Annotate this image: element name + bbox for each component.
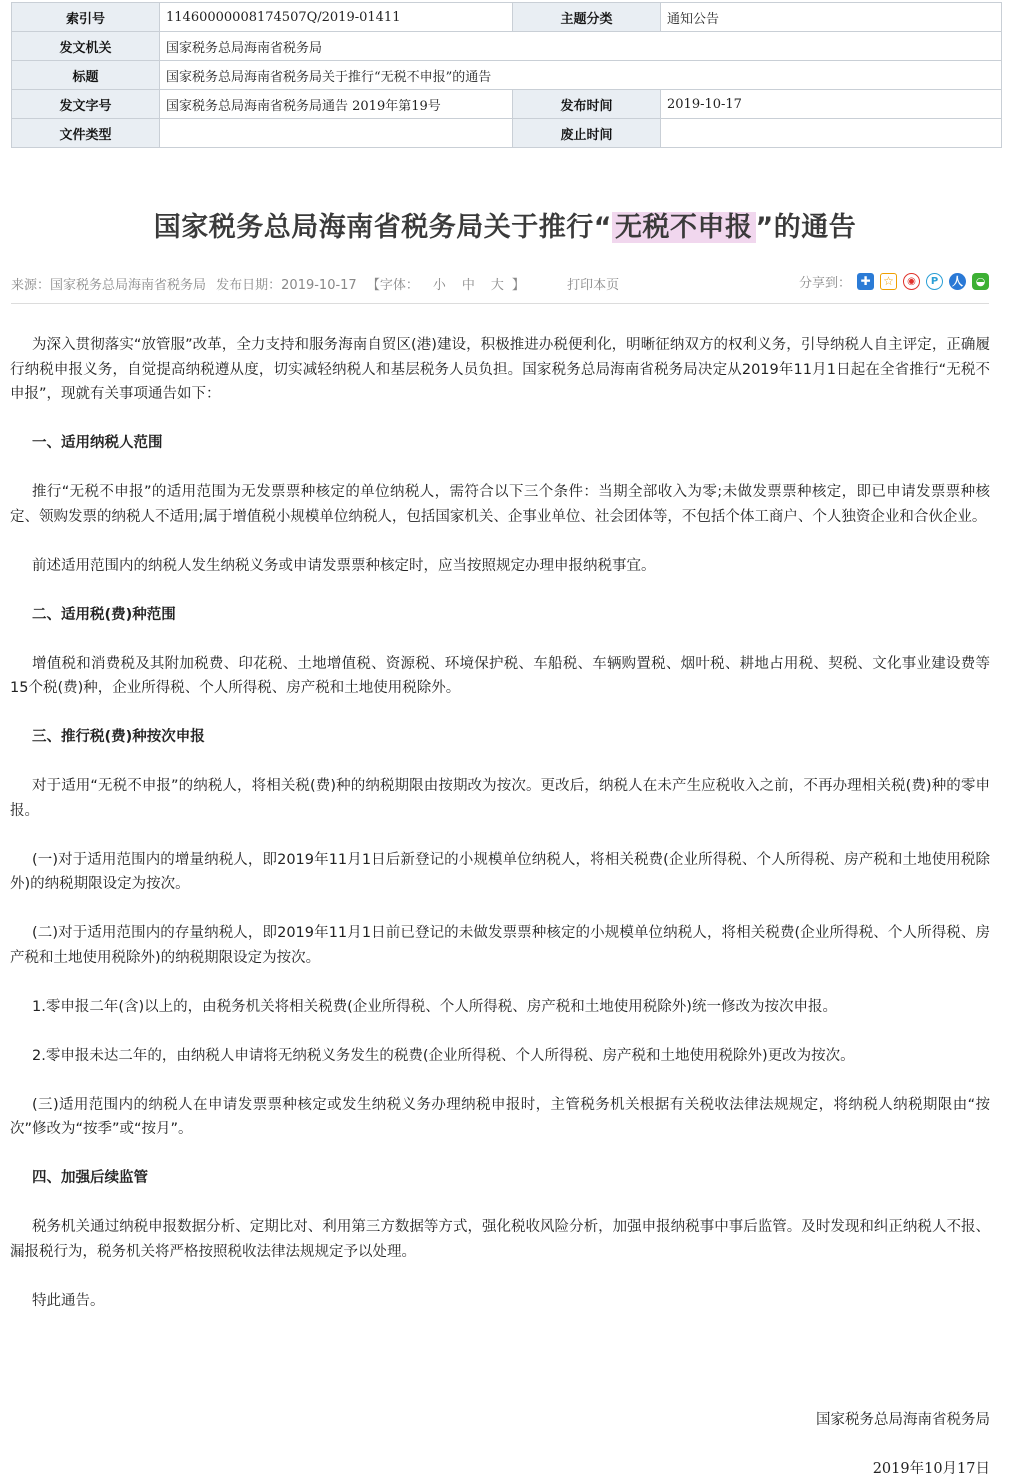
meta-row: [12, 119, 1002, 148]
filetype-label: 文件类型: [12, 119, 160, 148]
share-label: 分享到：: [798, 276, 851, 291]
people-icon[interactable]: 人: [949, 273, 966, 290]
document-meta-table: [11, 2, 1002, 148]
paragraph: 对于适用“无税不申报”的纳税人，将相关税(费)种的纳税期限由按期改为按次。更改后，纳税人在未产生应税收入之前，不再办理相关税(费)种的零申报。: [10, 778, 990, 819]
filetype-value: [160, 119, 513, 148]
index-value: 11460000008174507Q/2019-01411: [160, 3, 513, 32]
wechat-icon[interactable]: ◒: [972, 273, 989, 290]
publish-date: 发布日期：2019-10-17: [216, 278, 357, 293]
meta-row: [12, 90, 1002, 119]
font-medium-link[interactable]: 中: [461, 278, 475, 293]
issuer-label: 发文机关: [12, 32, 160, 61]
meta-row: [12, 3, 1002, 32]
article-body: [10, 333, 990, 1338]
pinterest-icon[interactable]: P: [926, 273, 943, 290]
paragraph: 前述适用范围内的纳税人发生纳税义务或申请发票票种核定时，应当按照规定办理申报纳税事宜。: [32, 557, 656, 574]
qzone-icon[interactable]: ✚: [857, 273, 874, 290]
docno-value: 国家税务总局海南省税务局通告 2019年第19号: [160, 90, 513, 119]
title-label: 标题: [12, 61, 160, 90]
paragraph: (二)对于适用范围内的存量纳税人，即2019年11月1日前已登记的未做发票票种核定的小规模单位纳税人，将相关税费(企业所得税、个人所得税、房产税和土地使用税除外)的纳税期限设定为按次。: [10, 925, 990, 966]
print-page-link[interactable]: 打印本页: [567, 278, 620, 293]
pubtime-value: 2019-10-17: [661, 90, 1002, 119]
font-size-switcher: [367, 278, 531, 293]
paragraph: 税务机关通过纳税申报数据分析、定期比对、利用第三方数据等方式，强化税收风险分析，加强申报纳税事中事后监管。及时发现和纠正纳税人不报、漏报税行为，税务机关将严格按照税收法律法规规定予以处理。: [10, 1219, 990, 1260]
font-size-close: 】: [511, 278, 525, 293]
signature-date: 2019年10月17日: [872, 1461, 990, 1477]
article-info-bar: [11, 270, 989, 304]
paragraph: 特此通告。: [32, 1292, 105, 1309]
source-text: 来源：国家税务总局海南省税务局: [11, 278, 207, 293]
font-large-link[interactable]: 大: [490, 278, 504, 293]
paragraph: (三)适用范围内的纳税人在申请发票票种核定或发生纳税义务办理纳税申报时，主管税务机关根据有关税收法律法规规定，将纳税人纳税期限由“按次”修改为“按季”或“按月”。: [10, 1096, 990, 1137]
index-label: 索引号: [12, 3, 160, 32]
font-size-open: 【字体：: [366, 278, 419, 293]
issuer-value: 国家税务总局海南省税务局: [160, 32, 1002, 61]
expire-label: 废止时间: [513, 119, 661, 148]
meta-row: [12, 61, 1002, 90]
title-value: 国家税务总局海南省税务局关于推行“无税不申报”的通告: [160, 61, 1002, 90]
paragraph: 2.零申报未达二年的，由纳税人申请将无纳税义务发生的税费(企业所得税、个人所得税、房产税和土地使用税除外)更改为按次。: [32, 1047, 855, 1064]
article-title: [0, 205, 1010, 244]
section-heading: 二、适用税(费)种范围: [32, 606, 176, 623]
signature-org: 国家税务总局海南省税务局: [816, 1412, 990, 1428]
topic-value: 通知公告: [661, 3, 1002, 32]
meta-row: [12, 32, 1002, 61]
section-heading: 一、适用纳税人范围: [32, 435, 163, 451]
paragraph: 推行“无税不申报”的适用范围为无发票票种核定的单位纳税人，需符合以下三个条件：当期全部收入为零;未做发票票种核定，即已申请发票票种核定、领购发票的纳税人不适用;属于增值税小规模单位纳税人，包括国家机关、企事业单位、社会团体等，不包括个体工商户、个人独资企业和合伙企业。: [10, 484, 990, 525]
title-highlight: 无税不申报: [612, 212, 756, 243]
pubtime-label: 发布时间: [513, 90, 661, 119]
section-heading: 三、推行税(费)种按次申报: [32, 729, 205, 745]
favorite-star-icon[interactable]: ☆: [880, 273, 897, 290]
title-text-pre: 国家税务总局海南省税务局关于推行“: [153, 212, 612, 243]
weibo-icon[interactable]: ◉: [903, 273, 920, 290]
paragraph: 增值税和消费税及其附加税费、印花税、土地增值税、资源税、环境保护税、车船税、车辆购置税、烟叶税、耕地占用税、契税、文化事业建设费等15个税(费)种，企业所得税、个人所得税、房产税和土地使用税除外。: [10, 655, 990, 696]
docno-label: 发文字号: [12, 90, 160, 119]
paragraph: 1.零申报二年(含)以上的，由税务机关将相关税费(企业所得税、个人所得税、房产税和土地使用税除外)统一修改为按次申报。: [32, 998, 837, 1015]
expire-value: [661, 119, 1002, 148]
title-text-post: ”的通告: [755, 212, 857, 243]
topic-label: 主题分类: [513, 3, 661, 32]
section-heading: 四、加强后续监管: [32, 1170, 148, 1186]
paragraph: (一)对于适用范围内的增量纳税人，即2019年11月1日后新登记的小规模单位纳税人，将相关税费(企业所得税、个人所得税、房产税和土地使用税除外)的纳税期限设定为按次。: [10, 851, 990, 892]
paragraph: 为深入贯彻落实“放管服”改革，全力支持和服务海南自贸区(港)建设，积极推进办税便利化，明晰征纳双方的权利义务，引导纳税人自主评定，正确履行纳税申报义务，自觉提高纳税遵从度，切实减轻纳税人和基层税务人员负担。国家税务总局海南省税务局决定从2019年11月1日起在全省推行“无税不申报”，现就有关事项通告如下：: [10, 337, 990, 402]
font-small-link[interactable]: 小: [432, 278, 446, 293]
